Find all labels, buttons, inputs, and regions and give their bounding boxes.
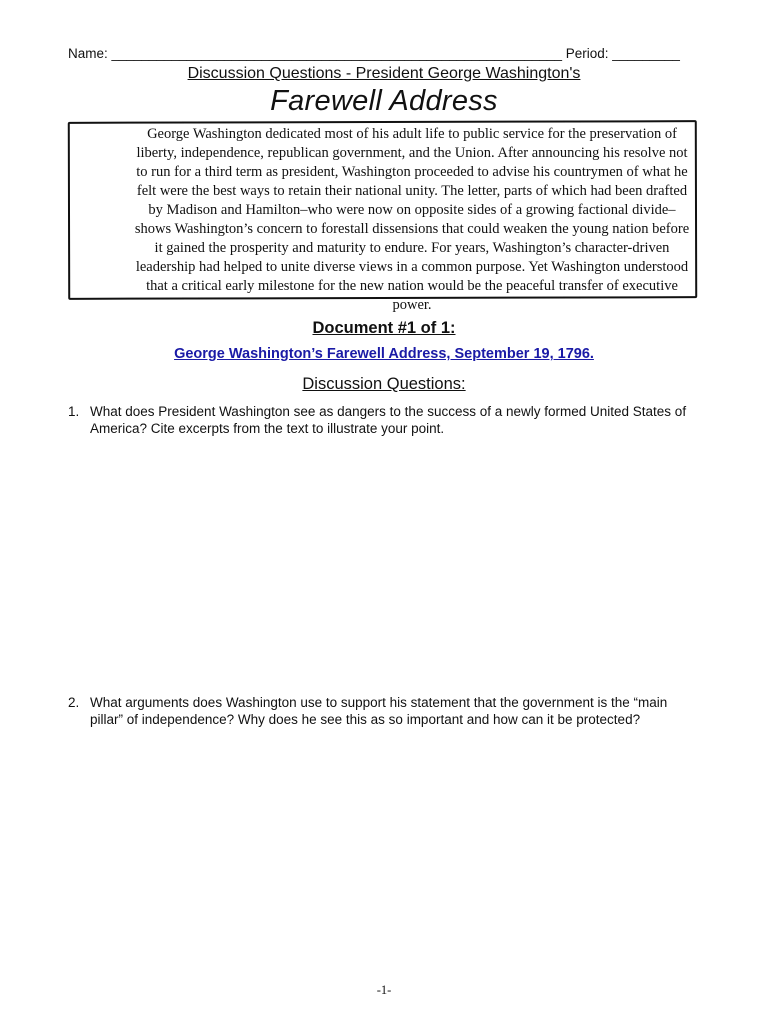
question-item xyxy=(68,403,693,443)
question-number: 2. xyxy=(68,695,80,710)
question-number: 1. xyxy=(68,404,80,419)
question-text: What arguments does Washington use to support his statement that the government is the “main pillar” of independence? Why does he see this as so important and how can it be protected? xyxy=(90,695,668,727)
name-period-line: Name: ____________________________________________________________ Period: _________ xyxy=(68,46,680,61)
document-subtitle: Discussion Questions - President George Washington's xyxy=(187,65,581,82)
document-title: Farewell Address xyxy=(270,85,498,117)
page-number: -1- xyxy=(376,983,392,997)
question-text: What does President Washington see as dangers to the success of a newly formed United States of America? Cite excerpts from the text to illustrate your point. xyxy=(90,404,687,436)
intro-paragraph: George Washington dedicated most of his adult life to public service for the preservation of liberty, independence, republican government, and the Union. After announcing his resolve not to run for a third term as president, Washington proceeded to advise his countrymen of what he felt were the best ways to retain their national unity. The letter, parts of which had been drafted by Madison and Hamilton–who were now on opposite sides of a growing factional divide–shows Washington’s concern to forestall dissensions that could weaken the young nation before it gained the prosperity and maturity to endure. For years, Washington’s character-driven leadership had helped to unite diverse views in a common purpose. Yet Washington understood that a critical early milestone for the new nation would be the peaceful transfer of executive power. xyxy=(134,126,690,313)
document-heading: Document #1 of 1: xyxy=(312,319,456,337)
farewell-address-link[interactable]: George Washington’s Farewell Address, September 19, 1796. xyxy=(174,346,594,362)
discussion-questions-heading: Discussion Questions: xyxy=(302,375,466,393)
question-item xyxy=(68,694,693,734)
